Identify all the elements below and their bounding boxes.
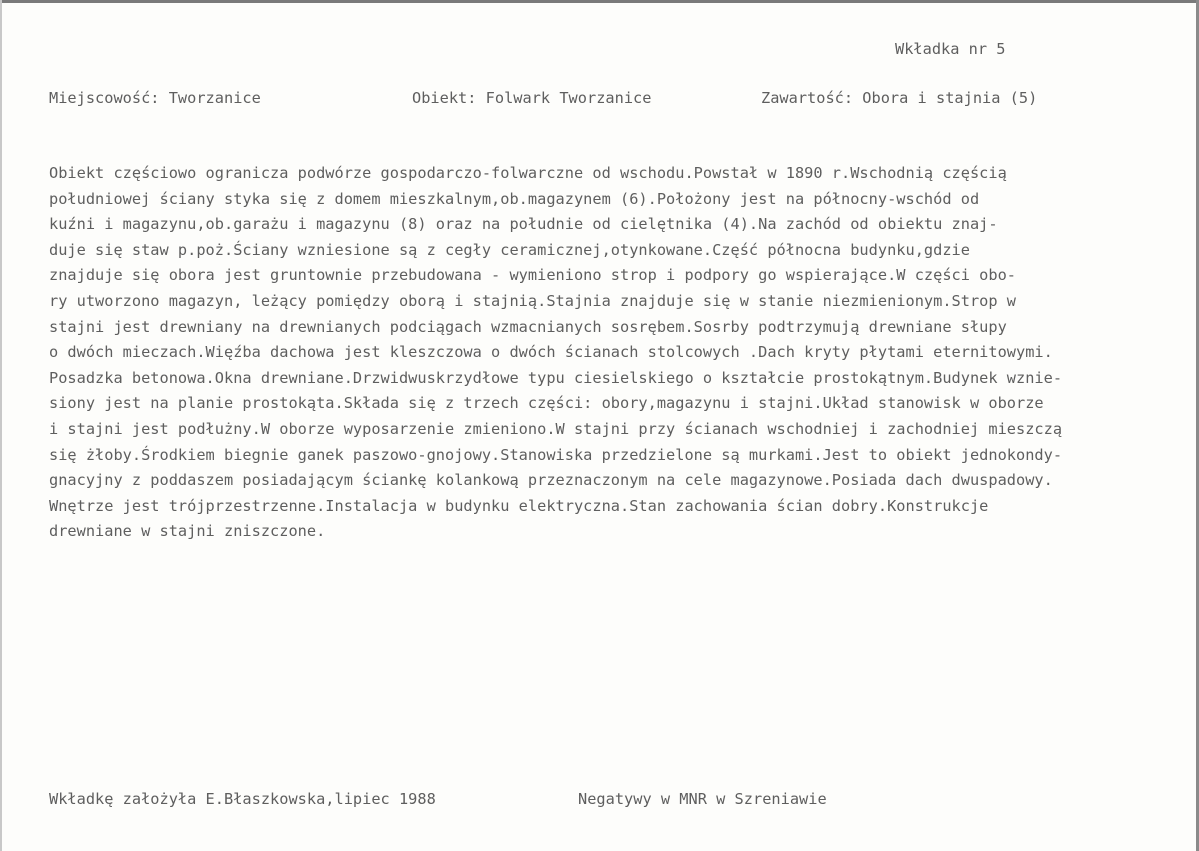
- description-line: południowej ściany styka się z domem mieszkalnym,ob.magazynem (6).Położony jest na północny-wschód od: [49, 189, 980, 208]
- description-line: o dwóch mieczach.Więźba dachowa jest kleszczowa o dwóch ścianach stolcowych .Dach kryty płytami eternitowymi.: [49, 343, 1053, 362]
- description-line: Posadzka betonowa.Okna drewniane.Drzwidwuskrzydłowe typu ciesielskiego o kształcie prostokątnym.Budynek wznie-: [49, 368, 1063, 387]
- description-line: kuźni i magazynu,ob.garażu i magazynu (8) oraz na południe od cielętnika (4).Na zachód od obiektu znaj-: [49, 215, 998, 234]
- description-line: drewniane w stajni zniszczone.: [49, 522, 326, 541]
- description-line: duje się staw p.poż.Ściany wzniesione są z cegły ceramicznej,otynkowane.Część północna budynku,gdzie: [49, 240, 970, 259]
- contents-field: Zawartość: Obora i stajnia (5): [761, 89, 1038, 107]
- description-line: siony jest na planie prostokąta.Składa się z trzech części: obory,magazynu i stajni.Układ stanowisk w oborze: [49, 394, 1044, 413]
- author-note: Wkładkę założyła E.Błaszkowska,lipiec 1988: [49, 790, 436, 808]
- description-line: i stajni jest podłużny.W oborze wyposarzenie zmieniono.W stajni przy ścianach wschodniej i zachodniej mieszczą: [49, 419, 1063, 438]
- insert-number: Wkładka nr 5: [895, 40, 1006, 58]
- description-text: [49, 161, 1169, 545]
- description-line: się żłoby.Środkiem biegnie ganek paszowo-gnojowy.Stanowiska przedzielone są murkami.Jest to obiekt jednokondy-: [49, 445, 1063, 464]
- locality-field: Miejscowość: Tworzanice: [49, 89, 261, 107]
- description-line: ry utworzono magazyn, leżący pomiędzy oborą i stajnią.Stajnia znajduje się w stanie niezmienionym.Strop w: [49, 291, 1016, 310]
- description-line: Wnętrze jest trójprzestrzenne.Instalacja w budynku elektryczna.Stan zachowania ścian dobry.Konstrukcje: [49, 496, 989, 515]
- description-line: znajduje się obora jest gruntownie przebudowana - wymieniono strop i podpory go wspierające.W części obo-: [49, 266, 1016, 285]
- description-line: gnacyjny z poddaszem posiadającym ściankę kolankową przeznaczonym na cele magazynowe.Posiada dach dwuspadowy.: [49, 471, 1053, 490]
- description-line: stajni jest drewniany na drewnianych podciągach wzmacnianych sosrębem.Sosrby podtrzymują drewniane słupy: [49, 317, 1007, 336]
- object-field: Obiekt: Folwark Tworzanice: [412, 89, 652, 107]
- card-top-edge: [0, 0, 1199, 3]
- negatives-note: Negatywy w MNR w Szreniawie: [578, 790, 827, 808]
- card-left-edge: [0, 0, 2, 851]
- description-line: Obiekt częściowo ogranicza podwórze gospodarczo-folwarczne od wschodu.Powstał w 1890 r.Wschodnią częścią: [49, 164, 1007, 182]
